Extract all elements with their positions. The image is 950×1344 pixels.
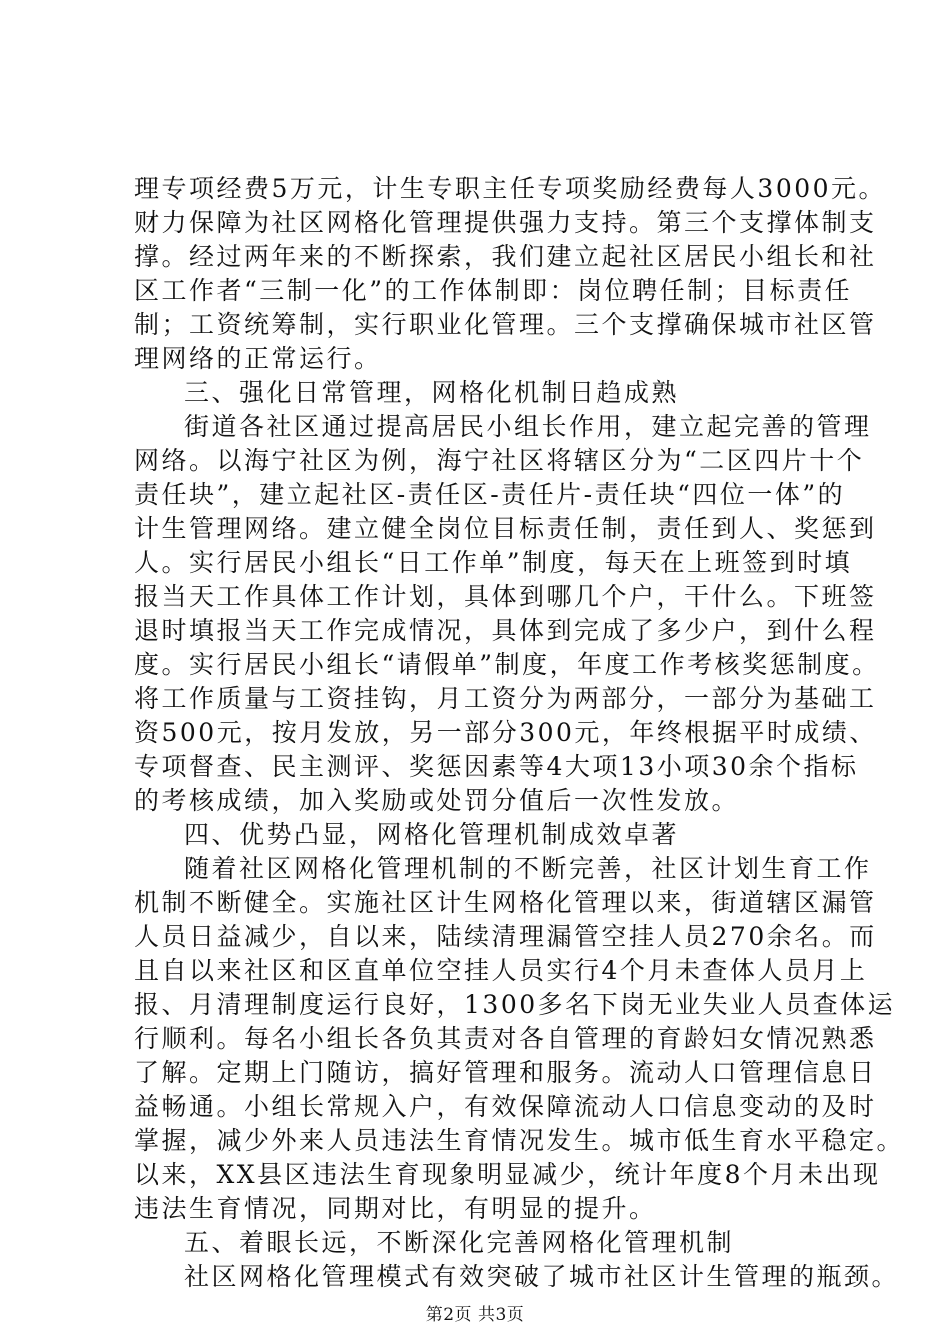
paragraph-line: 财力保障为社区网格化管理提供强力支持。第三个支撑体制支 — [134, 208, 877, 237]
paragraph-line: 度。实行居民小组长“请假单”制度，年度工作考核奖惩制度。 — [134, 650, 880, 679]
paragraph-line: 且自以来社区和区直单位空挂人员实行4个月未查体人员月上 — [134, 956, 868, 985]
paragraph-line: 将工作质量与工资挂钩，月工资分为两部分，一部分为基础工 — [134, 684, 877, 713]
paragraph-line: 理专项经费5万元，计生专职主任专项奖励经费每人3000元。 — [134, 174, 887, 203]
paragraph-line: 掌握，减少外来人员违法生育情况发生。城市低生育水平稳定。 — [134, 1126, 905, 1155]
paragraph-line: 责任块”，建立起社区-责任区-责任片-责任块“四位一体”的 — [134, 480, 846, 509]
paragraph-line: 社区网格化管理模式有效突破了城市社区计生管理的瓶颈。 — [184, 1262, 900, 1291]
section-heading: 五、着眼长远，不断深化完善网格化管理机制 — [184, 1228, 735, 1257]
paragraph-line: 以来，XX县区违法生育现象明显减少，统计年度8个月未出现 — [134, 1160, 881, 1189]
paragraph-line: 随着社区网格化管理机制的不断完善，社区计划生育工作 — [184, 854, 872, 883]
paragraph-line: 计生管理网络。建立健全岗位目标责任制，责任到人、奖惩到 — [134, 514, 877, 543]
paragraph-line: 行顺利。每名小组长各负其责对各自管理的育龄妇女情况熟悉 — [134, 1024, 877, 1053]
paragraph-line: 的考核成绩，加入奖励或处罚分值后一次性发放。 — [134, 786, 740, 815]
paragraph-line: 人员日益减少，自以来，陆续清理漏管空挂人员270余名。而 — [134, 922, 877, 951]
paragraph-line: 制；工资统筹制，实行职业化管理。三个支撑确保城市社区管 — [134, 310, 877, 339]
paragraph-line: 报当天工作具体工作计划，具体到哪几个户，干什么。下班签 — [134, 582, 877, 611]
paragraph-line: 报、月清理制度运行良好，1300多名下岗无业失业人员查体运 — [134, 990, 896, 1019]
paragraph-line: 人。实行居民小组长“日工作单”制度，每天在上班签到时填 — [134, 548, 853, 577]
section-heading: 四、优势凸显，网格化管理机制成效卓著 — [184, 820, 680, 849]
paragraph-line: 街道各社区通过提高居民小组长作用，建立起完善的管理 — [184, 412, 872, 441]
paragraph-line: 违法生育情况，同期对比，有明显的提升。 — [134, 1194, 657, 1223]
page-footer: 第2页 共3页 — [425, 1305, 525, 1325]
paragraph-line: 了解。定期上门随访，搞好管理和服务。流动人口管理信息日 — [134, 1058, 877, 1087]
paragraph-line: 区工作者“三制一化”的工作体制即：岗位聘任制；目标责任 — [134, 276, 853, 305]
paragraph-line: 益畅通。小组长常规入户，有效保障流动人口信息变动的及时 — [134, 1092, 877, 1121]
paragraph-line: 理网络的正常运行。 — [134, 344, 382, 373]
section-heading: 三、强化日常管理，网格化机制日趋成熟 — [184, 378, 680, 407]
paragraph-line: 专项督查、民主测评、奖惩因素等4大项13小项30余个指标 — [134, 752, 859, 781]
paragraph-line: 网络。以海宁社区为例，海宁社区将辖区分为“二区四片十个 — [134, 446, 865, 475]
paragraph-line: 机制不断健全。实施社区计生网格化管理以来，街道辖区漏管 — [134, 888, 877, 917]
paragraph-line: 撑。经过两年来的不断探索，我们建立起社区居民小组长和社 — [134, 242, 877, 271]
paragraph-line: 退时填报当天工作完成情况，具体到完成了多少户，到什么程 — [134, 616, 877, 645]
paragraph-line: 资500元，按月发放，另一部分300元，年终根据平时成绩、 — [134, 718, 877, 747]
